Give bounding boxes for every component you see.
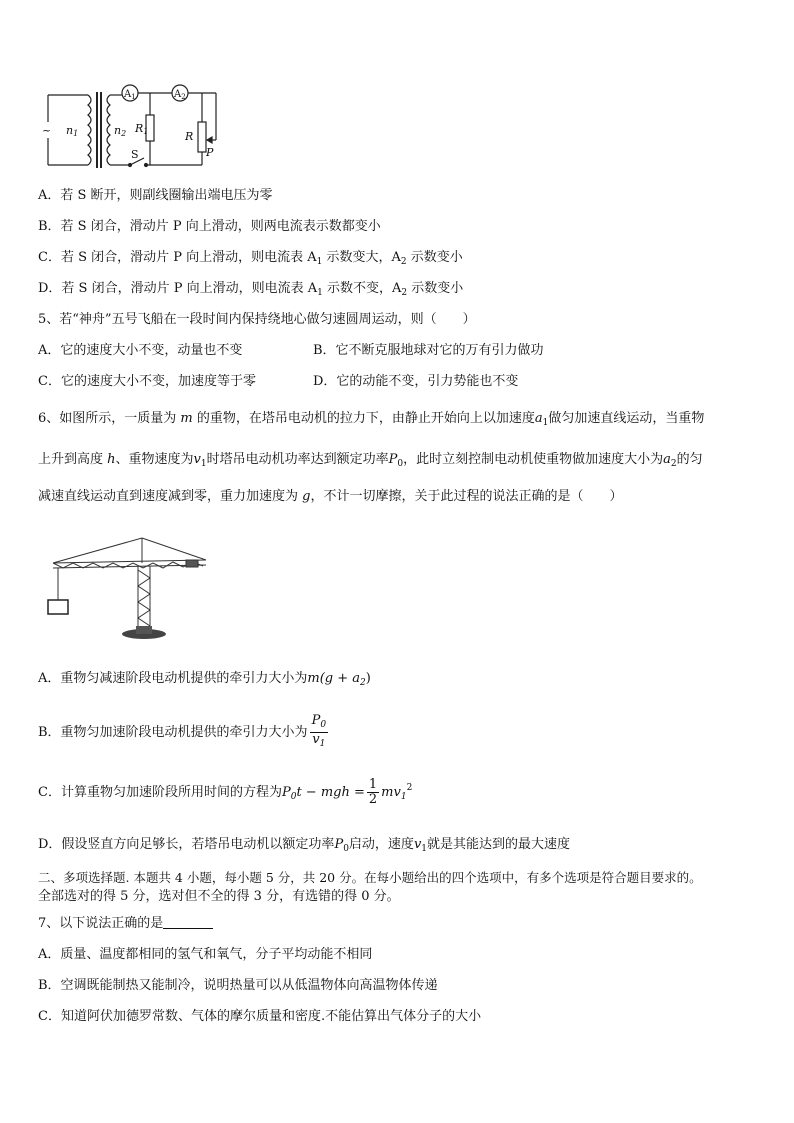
q5-stem: 5、若“神舟”五号飞船在一段时间内保持绕地心做匀速圆周运动，则（ ） <box>38 312 476 327</box>
q6-option-c: C．计算重物匀加速阶段所用时间的方程为$P_0t$ − mgh = $\frac{1}{2}$ $mv_1^2$ <box>38 777 413 807</box>
label-n1: n1 <box>66 124 79 138</box>
q6-option-a: A．重物匀减速阶段电动机提供的牵引力大小为$m(g + a_2)$ <box>38 671 371 688</box>
section2-heading-line2: 全部选对的得 5 分，选对但不全的得 3 分，有选错的得 0 分。 <box>38 889 400 904</box>
q4-option-a: A．若 S 断开，则副线圈输出端电压为零 <box>38 188 273 203</box>
label-a1: $A_1$ <box>124 89 136 101</box>
q6-option-d: D．假设竖直方向足够长，若塔吊电动机以额定功率$P_0$启动，速度$v_1$就是其能达到的最大速度 <box>38 837 571 854</box>
fraction-p0-over-v1: $\frac{P_0}{v_1}$ <box>311 713 327 749</box>
q4-option-d: D．若 S 闭合，滑动片 P 向上滑动，则电流表 $A_1$ 示数不变，$A_2$ 示数变小 <box>38 281 464 298</box>
q5-option-d: D．它的动能不变，引力势能也不变 <box>313 374 519 389</box>
q7-option-c: C．知道阿伏加德罗常数、气体的摩尔质量和密度.不能估算出气体分子的大小 <box>38 1009 482 1024</box>
q5-option-c: C．它的速度大小不变，加速度等于零 <box>38 374 256 389</box>
q7-option-b: B．空调既能制热又能制冷，说明热量可以从低温物体向高温物体传递 <box>38 978 438 993</box>
ac-source-symbol: ~ <box>42 124 52 137</box>
q6-stem-line2: 上升到高度 h、重物速度为$v_1$时塔吊电动机功率达到额定功率$P_0$，此时立刻控制电动机使重物做加速度大小为$a_2$的匀 <box>38 452 703 469</box>
q7-stem: 7、以下说法正确的是 <box>38 915 213 933</box>
label-r: R <box>185 130 194 143</box>
label-n2: n2 <box>114 124 127 138</box>
q5-option-b: B．它不断克服地球对它的万有引力做功 <box>313 343 544 358</box>
label-a2: $A_2$ <box>174 89 186 101</box>
q6-option-b: B．重物匀加速阶段电动机提供的牵引力大小为 $\frac{P_0}{v_1}$ <box>38 713 327 749</box>
transformer-circuit-diagram <box>38 80 223 172</box>
q4-option-b: B．若 S 闭合，滑动片 P 向上滑动，则两电流表示数都变小 <box>38 219 381 234</box>
label-p: P <box>206 146 214 159</box>
section2-heading-line1: 二、多项选择题. 本题共 4 小题，每小题 5 分，共 20 分。在每小题给出的四个选项中，有多个选项是符合题目要求的。 <box>38 870 702 885</box>
q6-stem-line1: 6、如图所示，一质量为 m 的重物，在塔吊电动机的拉力下，由静止开始向上以加速度$a_1$做匀加速直线运动，当重物 <box>38 411 705 428</box>
q6-stem-line3: 减速直线运动直到速度减到零，重力加速度为 g，不计一切摩擦，关于此过程的说法正确的是（ ） <box>38 489 623 504</box>
q7-option-a: A．质量、温度都相同的氢气和氧气，分子平均动能不相同 <box>38 947 373 962</box>
label-r1: R1 <box>135 122 149 136</box>
label-s: S <box>131 148 139 161</box>
fraction-one-half: $\frac{1}{2}$ <box>368 777 378 807</box>
tower-crane-image <box>38 530 213 645</box>
q5-option-a: A．它的速度大小不变，动量也不变 <box>38 343 243 358</box>
q4-option-c: C．若 S 闭合，滑动片 P 向上滑动，则电流表 $A_1$ 示数变大，$A_2$ 示数变小 <box>38 250 463 267</box>
answer-blank <box>163 916 213 929</box>
